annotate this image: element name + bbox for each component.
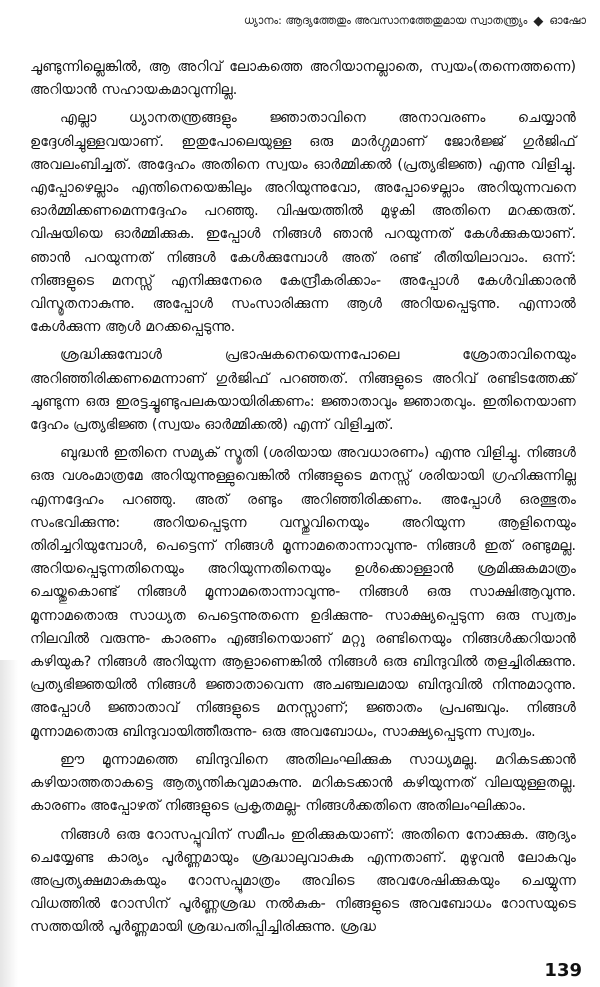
paragraph: ശ്രദ്ധിക്കുമ്പോൾ പ്രഭാഷകനെയെന്നപോലെ ശ്രോതാവിനെയും അറിഞ്ഞിരിക്കണമെന്നാണ് ഗുർജിഫ് പറഞ്ഞത്. നിങ്ങളുടെ അറിവ് രണ്ടിടത്തേക്ക് ചൂണ്ടുന്ന ഒരു ഇരട്ടച്ചൂണ്ടുപലകയായിരിക്കണം: ജ്ഞാതാവും ജ്ഞാതവും. ഇതിനെയാണ ദ്ദേഹം പ്രത്യഭിജ്ഞ (സ്വയം ഓർമ്മിക്കൽ) എന്ന് വിളിച്ചത്. [30,347,576,434]
paragraph: ചൂണ്ടുന്നില്ലെങ്കിൽ, ആ അറിവ് ലോകത്തെ അറിയാനല്ലാതെ, സ്വയം(തന്നെത്തന്നെ) അറിയാൻ സഹായകമാവുന്നില്ല. [30,59,576,99]
running-header [190,8,586,34]
body-text [30,56,576,945]
paragraph: ബുദ്ധൻ ഇതിനെ സമ്യക് സ്മൃതി (ശരിയായ അവധാരണം) എന്നു വിളിച്ചു. നിങ്ങൾ ഒരു വശംമാത്രമേ അറിയുന്നുള്ളുവെങ്കിൽ നിങ്ങളുടെ മനസ്സ് ശരിയായി ഗ്രഹിക്കുന്നില്ല എന്നദ്ദേഹം പറഞ്ഞു. അത് രണ്ടും അറിഞ്ഞിരിക്കണം. അപ്പോൾ ഒരത്ഭുതം സംഭവിക്കുന്നു: അറിയപ്പെടുന്ന വസ്തുവിനെയും അറിയുന്ന ആളിനെയും തിരിച്ചറിയുമ്പോൾ, പെട്ടെന്ന് നിങ്ങൾ മൂന്നാമതൊന്നാവുന്നു- നിങ്ങൾ ഇത് രണ്ടുമല്ല. അറിയപ്പെടുന്നതിനെയും അറിയുന്നതിനെയും ഉൾക്കൊള്ളാൻ ശ്രമിക്കുകമാത്രം ചെയ്തുകൊണ്ട് നിങ്ങൾ മൂന്നാമതൊന്നാവുന്നു- നിങ്ങൾ ഒരു സാക്ഷിആവുന്നു. മൂന്നാമതൊരു സാധ്യത പെട്ടെന്നുതന്നെ ഉദിക്കുന്നു- സാക്ഷ്യപ്പെടുന്ന ഒരു സ്വത്വം നിലവിൽ വരുന്നു- കാരണം എങ്ങിനെയാണ് മറ്റു രണ്ടിനെയും നിങ്ങൾക്കറിയാൻ കഴിയുക? നിങ്ങൾ അറിയുന്ന ആളാണെങ്കിൽ നിങ്ങൾ ഒരു ബിന്ദുവിൽ തളച്ചിരിക്കുന്നു. പ്രത്യഭിജ്ഞയിൽ നിങ്ങൾ ജ്ഞാതാവെന്ന അചഞ്ചലമായ ബിന്ദുവിൽ നിന്നുമാറുന്നു. അപ്പോൾ ജ്ഞാതാവ് നിങ്ങളുടെ മനസ്സാണ്; ജ്ഞാതം പ്രപഞ്ചവും. നിങ്ങൾ മൂന്നാമതൊരു ബിന്ദുവായിത്തീരുന്നു- ഒരു അവബോധം, സാക്ഷ്യപ്പെടുന്ന സ്വത്വം. [30,445,576,740]
paragraph: എല്ലാ ധ്യാനതന്ത്രങ്ങളും ജ്ഞാതാവിനെ അനാവരണം ചെയ്യാൻ ഉദ്ദേശിച്ചുള്ളവയാണ്. ഇതുപോലെയുള്ള ഒരു മാർഗ്ഗമാണ് ജോർജ്ജ് ഗുർജിഫ് അവലംബിച്ചത്. അദ്ദേഹം അതിനെ സ്വയം ഓർമ്മിക്കൽ (പ്രത്യഭിജ്ഞ) എന്നു വിളിച്ചു. എപ്പോഴെല്ലാം എന്തിനെയെങ്കിലും അറിയുന്നുവോ, അപ്പോഴെല്ലാം അറിയുന്നവനെ ഓർമ്മിക്കണമെന്നദ്ദേഹം പറഞ്ഞു. വിഷയത്തിൽ മുഴുകി അതിനെ മറക്കരുത്. വിഷയിയെ ഓർമ്മിക്കുക. ഇപ്പോൾ നിങ്ങൾ ഞാൻ പറയുന്നത് കേൾക്കുകയാണ്. ഞാൻ പറയുന്നത് നിങ്ങൾ കേൾക്കുമ്പോൾ അത് രണ്ട് രീതിയിലാവാം. ഒന്ന്: നിങ്ങളുടെ മനസ്സ് എനിക്കുനേരെ കേന്ദ്രീകരിക്കാം- അപ്പോൾ കേൾവിക്കാരൻ വിസ്മൃതനാകുന്നു. അപ്പോൾ സംസാരിക്കുന്ന ആൾ അറിയപ്പെടുന്നു. എന്നാൽ കേൾക്കുന്ന ആൾ മറക്കപ്പെടുന്നു. [30,110,576,336]
header-author: ഓഷോ [549,14,586,27]
paragraph: നിങ്ങൾ ഒരു റോസപ്പൂവിന് സമീപം ഇരിക്കുകയാണ്: അതിനെ നോക്കുക. ആദ്യം ചെയ്യേണ്ട കാര്യം പൂർണ്ണമായും ശ്രദ്ധാലുവാകുക എന്നതാണ്. മുഴുവൻ ലോകവും അപ്രത്യക്ഷമാകുകയും റോസപ്പൂമാത്രം അവിടെ അവശേഷിക്കുകയും ചെയ്യുന്ന വിധത്തിൽ റോസിന് പൂർണ്ണശ്രദ്ധ നൽകുക- നിങ്ങളുടെ അവബോധം റോസയുടെ സത്തയിൽ പൂർണ്ണമായി ശ്രദ്ധപതിപ്പിച്ചിരിക്കുന്നു. ശ്രദ്ധ [30,826,576,936]
page-number: 139 [544,960,582,981]
paragraph: ഈ മൂന്നാമത്തെ ബിന്ദുവിനെ അതിലംഘിക്കുക സാധ്യമല്ല. മറികടക്കാൻ കഴിയാത്തതാകട്ടെ ആത്യന്തികവുമാകുന്നു. മറികടക്കാൻ കഴിയുന്നത് വിലയുള്ളതല്ല. കാരണം അപ്പോഴത് നിങ്ങളുടെ പ്രകൃതമല്ല- നിങ്ങൾക്കതിനെ അതിലംഘിക്കാം. [30,751,576,815]
header-title: ധ്യാനം: ആദ്യത്തേതും അവസാനത്തേതുമായ സ്വാതന്ത്ര്യം [243,14,528,27]
page-edge-shadow [0,660,18,987]
diamond-icon: ◆ [533,13,544,29]
